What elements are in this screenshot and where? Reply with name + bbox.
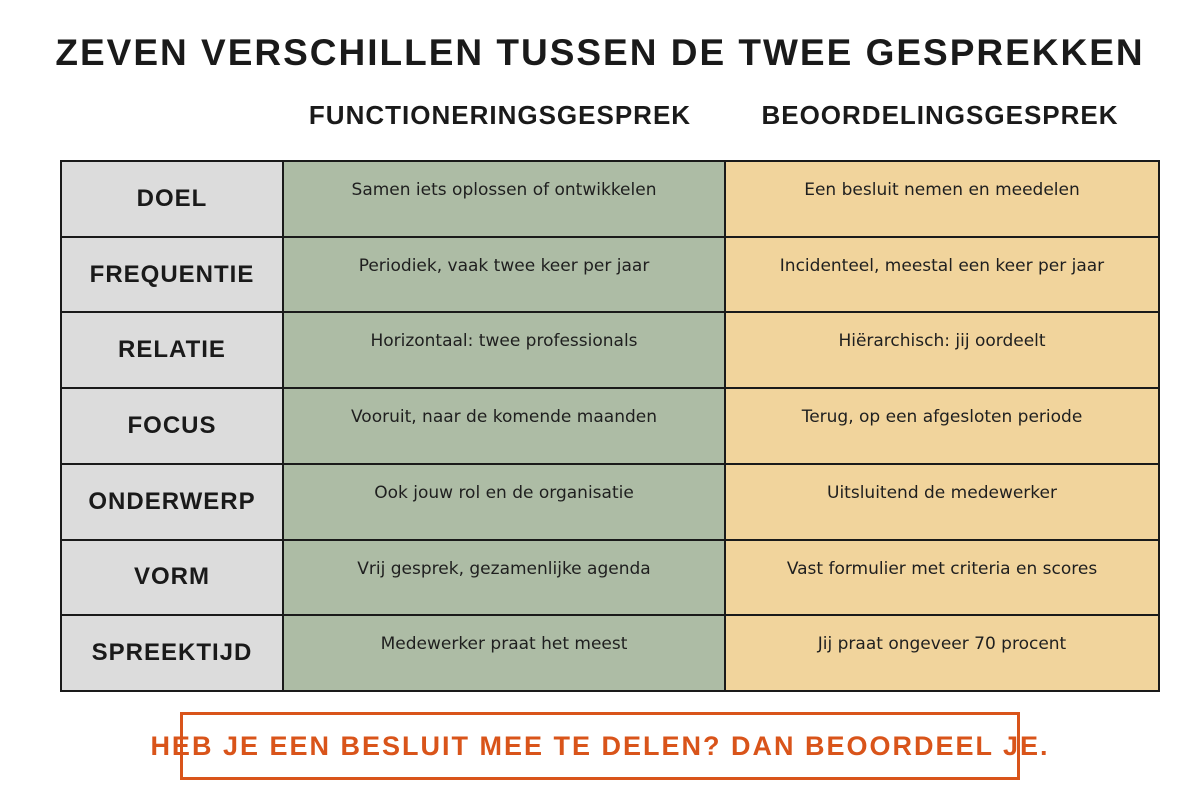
row-label: FOCUS <box>62 389 282 463</box>
row-label: ONDERWERP <box>62 465 282 539</box>
functioneringsgesprek-cell: Horizontaal: twee professionals <box>284 313 724 387</box>
functioneringsgesprek-cell: Vooruit, naar de komende maanden <box>284 389 724 463</box>
functioneringsgesprek-cell: Vrij gesprek, gezamenlijke agenda <box>284 541 724 615</box>
functioneringsgesprek-cell: Samen iets oplossen of ontwikkelen <box>284 162 724 236</box>
row-label: FREQUENTIE <box>62 238 282 312</box>
column-header-functioneringsgesprek: FUNCTIONERINGSGESPREK <box>308 100 692 130</box>
beoordelingsgesprek-cell: Incidenteel, meestal een keer per jaar <box>726 238 1158 312</box>
functioneringsgesprek-cell: Medewerker praat het meest <box>284 616 724 690</box>
row-label: RELATIE <box>62 313 282 387</box>
page-title: ZEVEN VERSCHILLEN TUSSEN DE TWEE GESPREKKEN <box>55 32 1145 73</box>
beoordelingsgesprek-cell: Vast formulier met criteria en scores <box>726 541 1158 615</box>
beoordelingsgesprek-cell: Jij praat ongeveer 70 procent <box>726 616 1158 690</box>
comparison-table <box>60 160 1160 692</box>
row-label: VORM <box>62 541 282 615</box>
beoordelingsgesprek-cell: Een besluit nemen en meedelen <box>726 162 1158 236</box>
row-label: DOEL <box>62 162 282 236</box>
column-header-beoordelingsgesprek: BEOORDELINGSGESPREK <box>761 100 1119 130</box>
beoordelingsgesprek-cell: Hiërarchisch: jij oordeelt <box>726 313 1158 387</box>
functioneringsgesprek-cell: Ook jouw rol en de organisatie <box>284 465 724 539</box>
beoordelingsgesprek-cell: Uitsluitend de medewerker <box>726 465 1158 539</box>
beoordelingsgesprek-cell: Terug, op een afgesloten periode <box>726 389 1158 463</box>
functioneringsgesprek-cell: Periodiek, vaak twee keer per jaar <box>284 238 724 312</box>
callout-box: HEB JE EEN BESLUIT MEE TE DELEN? DAN BEOORDEEL JE. <box>180 712 1020 780</box>
row-label: SPREEKTIJD <box>62 616 282 690</box>
